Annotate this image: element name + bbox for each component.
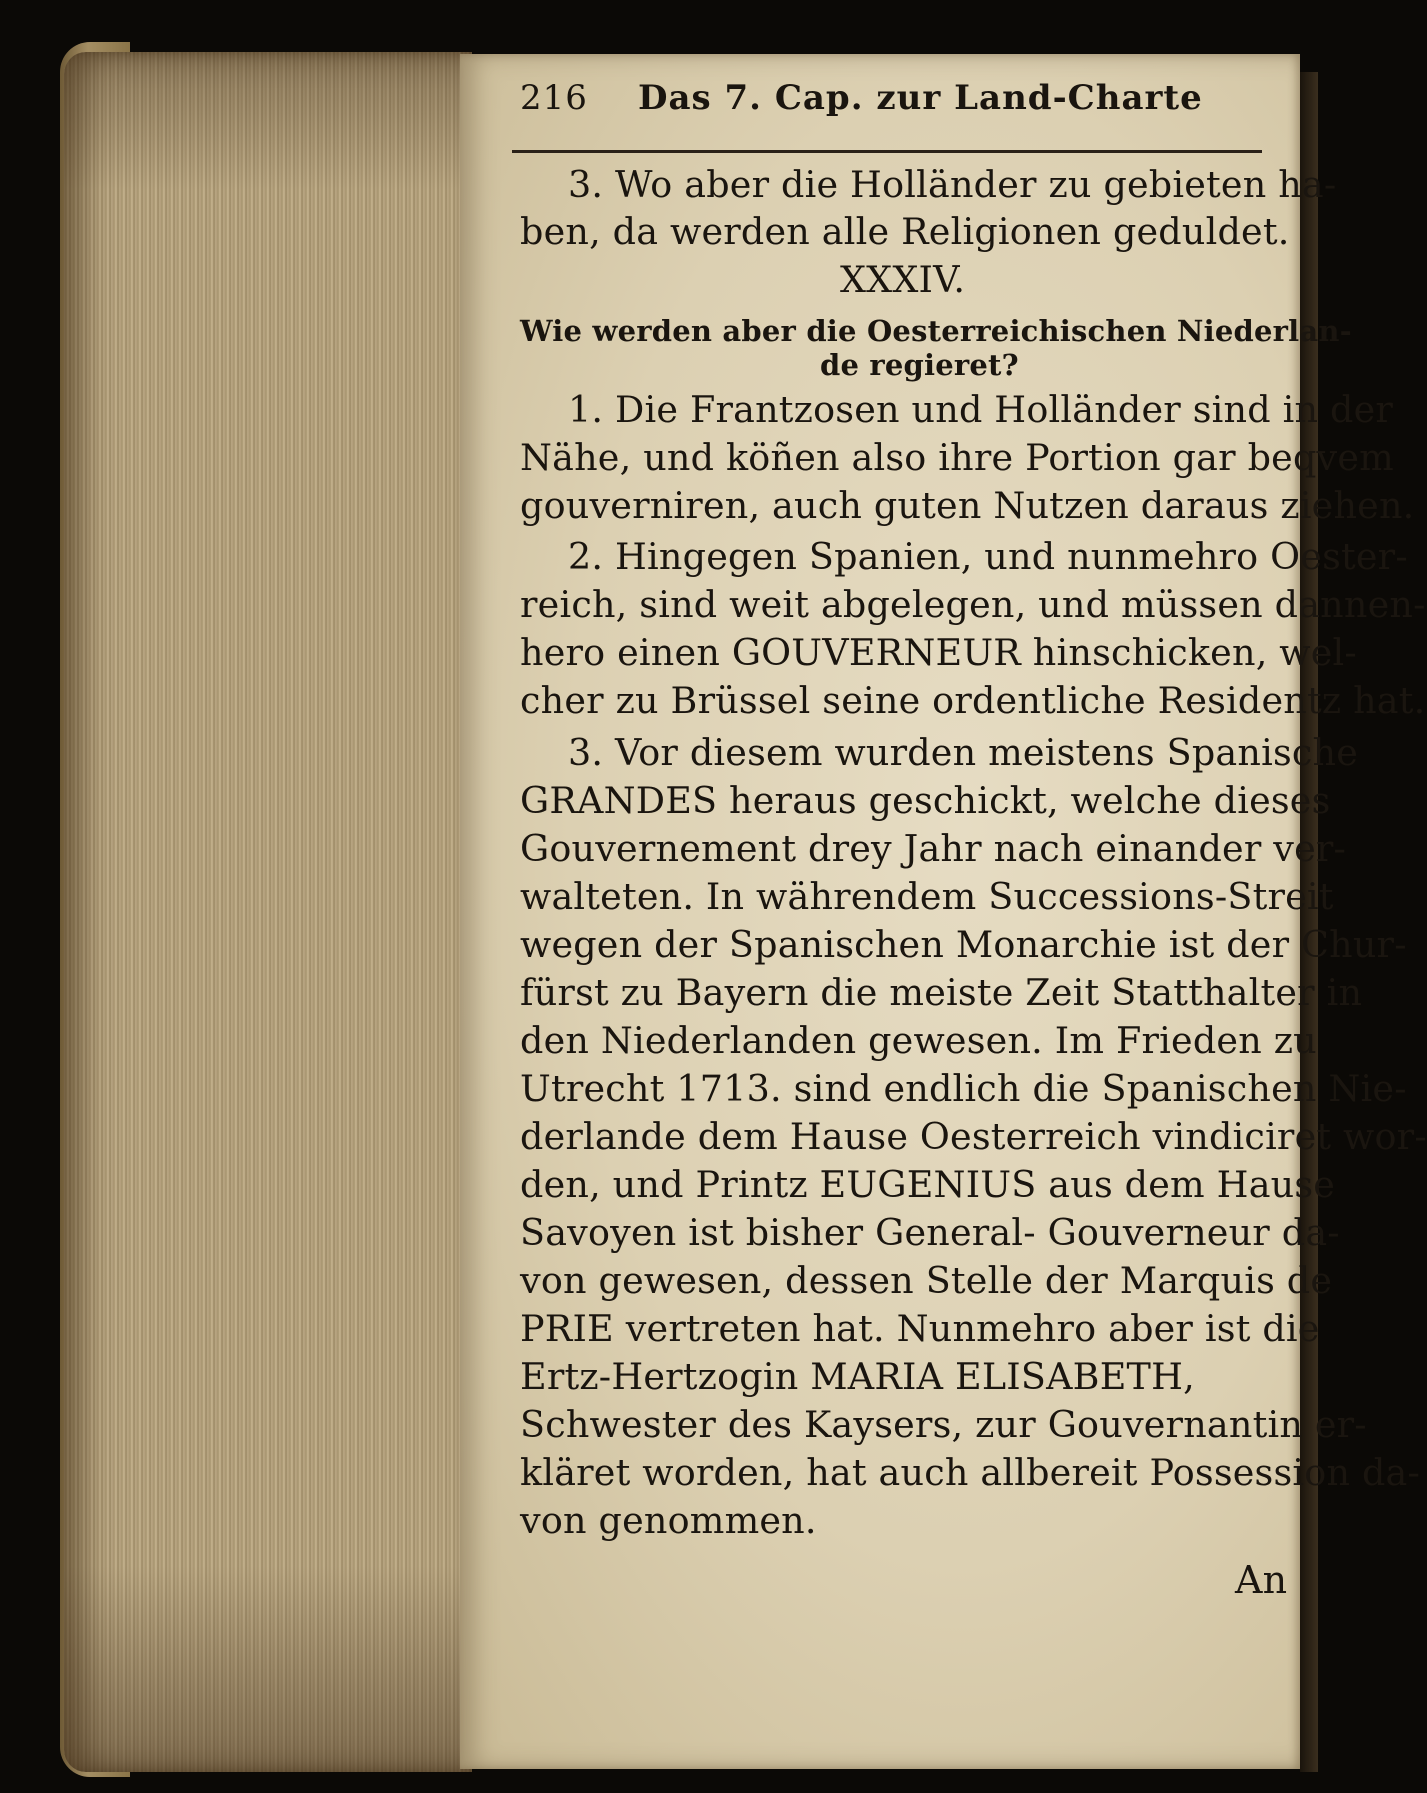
text-line: wegen der Spanischen Monarchie ist der Chur- — [520, 923, 1407, 966]
page-text — [520, 78, 1427, 1602]
text-line: PRIE vertreten hat. Nunmehro aber ist die — [520, 1307, 1320, 1350]
text-line: gouverniren, auch guten Nutzen daraus ziehen. — [520, 484, 1415, 527]
text-line: cher zu Brüssel seine ordentliche Residentz hat. — [520, 679, 1426, 722]
section-number: XXXIV. — [840, 258, 966, 301]
text-line: Schwester des Kaysers, zur Gouvernantin er- — [520, 1403, 1367, 1446]
text-line: hero einen GOUVERNEUR hinschicken, wel- — [520, 631, 1357, 674]
text-line: Ertz-Hertzogin MARIA ELISABETH, — [520, 1355, 1195, 1398]
question-line: Wie werden aber die Oesterreichischen Niederlan- — [520, 314, 1352, 348]
text-line: GRANDES heraus geschickt, welche dieses — [520, 779, 1331, 822]
text-line: kläret worden, hat auch allbereit Possession da- — [520, 1451, 1421, 1494]
text-line: fürst zu Bayern die meiste Zeit Statthalter in — [520, 971, 1363, 1014]
catchword: An — [1235, 1558, 1288, 1602]
text-line: 1. Die Frantzosen und Holländer sind in der — [568, 388, 1394, 431]
page-number: 216 — [520, 78, 588, 118]
text-line: ben, da werden alle Religionen geduldet. — [520, 210, 1290, 253]
page-block-fore-edge — [64, 52, 472, 1772]
text-line: 3. Vor diesem wurden meistens Spanische — [568, 731, 1359, 774]
text-line: den, und Printz EUGENIUS aus dem Hause — [520, 1163, 1336, 1206]
text-line: Savoyen ist bisher General- Gouverneur da- — [520, 1211, 1340, 1254]
page-header — [520, 78, 1288, 136]
text-line: von genommen. — [520, 1499, 817, 1542]
text-line: Utrecht 1713. sind endlich die Spanischen Nie- — [520, 1067, 1407, 1110]
header-rule — [512, 150, 1262, 153]
text-line: den Niederlanden gewesen. Im Frieden zu — [520, 1019, 1317, 1062]
text-line: reich, sind weit abgelegen, und müssen dannen- — [520, 583, 1426, 626]
text-line: walteten. In währendem Successions-Streit — [520, 875, 1334, 918]
running-head: Das 7. Cap. zur Land-Charte — [638, 78, 1203, 118]
text-line: 2. Hingegen Spanien, und nunmehro Oester- — [568, 535, 1408, 578]
text-line: von gewesen, dessen Stelle der Marquis de — [520, 1259, 1333, 1302]
text-line: derlande dem Hause Oesterreich vindiciret wor- — [520, 1115, 1427, 1158]
text-line: Gouvernement drey Jahr nach einander ver- — [520, 827, 1347, 870]
text-line: 3. Wo aber die Holländer zu gebieten ha- — [568, 163, 1337, 206]
text-line: Nähe, und köñen also ihre Portion gar beqvem — [520, 436, 1394, 479]
question-line: de regieret? — [820, 348, 1019, 382]
